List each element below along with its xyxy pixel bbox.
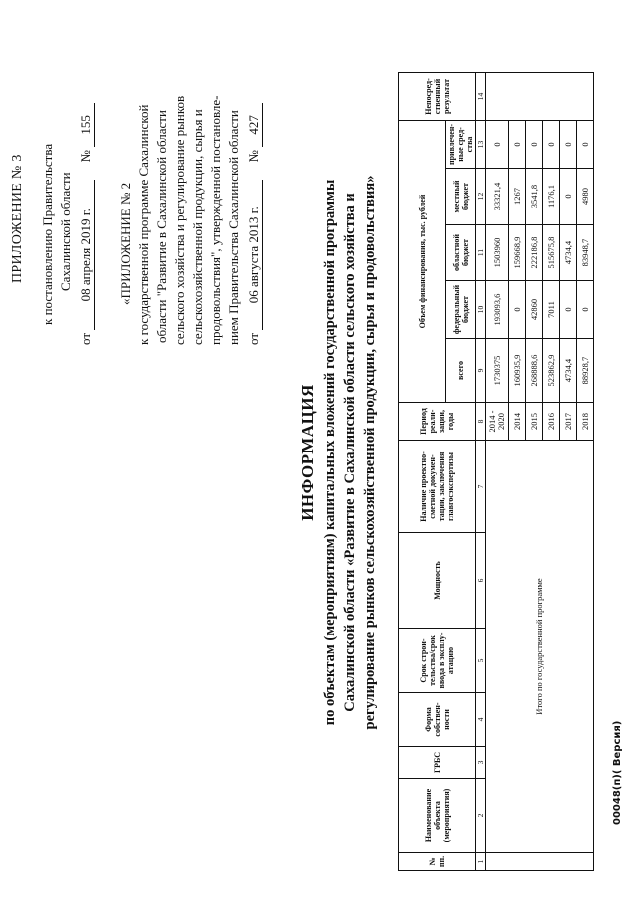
column-number-row: [476, 73, 486, 871]
program-number: 427: [246, 103, 263, 147]
local-cell: 0: [560, 169, 577, 225]
title-line-1: по объектам (мероприятиям) капитальных вложений государственной программы: [322, 179, 338, 726]
period-cell: 2014: [509, 403, 526, 441]
federal-cell: 0: [560, 281, 577, 339]
local-cell: 3541,8: [526, 169, 543, 225]
attracted-cell: 0: [526, 121, 543, 169]
title-line-3: регулирование рынков сельскохозяйственной продукции, сырья и продовольствия»: [362, 175, 378, 730]
column-number: 10: [476, 281, 486, 339]
attracted-cell: 0: [560, 121, 577, 169]
number-label: №: [246, 150, 261, 163]
total-cell: 4734,4: [560, 339, 577, 403]
appendix-3-title: ПРИЛОЖЕНИЕ № 3: [10, 154, 25, 283]
resolution-date: 08 апреля 2019 г.: [78, 180, 95, 330]
result-cell: [486, 73, 594, 121]
col-header-regional: областной бюджет: [446, 225, 476, 281]
column-number: 13: [476, 121, 486, 169]
col-header-period: Период реали-зации, годы: [399, 403, 476, 441]
period-cell: 2016: [543, 403, 560, 441]
col-header-number: № пп.: [399, 853, 476, 871]
total-cell: 523862,9: [543, 339, 560, 403]
column-number: 6: [476, 533, 486, 629]
program-line-1: к государственной программе Сахалинской: [136, 104, 151, 345]
program-line-3: сельского хозяйства и регулирование рынков: [172, 95, 187, 345]
from-label: от: [246, 332, 261, 345]
column-number: 5: [476, 629, 486, 693]
document-title: ИНФОРМАЦИЯ: [298, 384, 317, 521]
period-cell: 2014 - 2020: [486, 403, 509, 441]
table-row: [486, 73, 509, 871]
document-code: 00048(п)( Версия): [612, 720, 623, 825]
federal-cell: 7011: [543, 281, 560, 339]
from-label: от: [78, 332, 93, 345]
regional-cell: 222186,8: [526, 225, 543, 281]
col-header-federal: федеральный бюджет: [446, 281, 476, 339]
local-cell: 4980: [577, 169, 594, 225]
federal-cell: 0: [577, 281, 594, 339]
col-header-total: всего: [446, 339, 476, 403]
total-cell: 1730375: [486, 339, 509, 403]
local-cell: 1267: [509, 169, 526, 225]
appendix-3-to-resolution: к постановлению Правительства: [40, 143, 55, 325]
col-header-local: местный бюджет: [446, 169, 476, 225]
col-header-capacity: Мощность: [399, 533, 476, 629]
total-cell: 268888,6: [526, 339, 543, 403]
regional-cell: 515675,8: [543, 225, 560, 281]
title-line-2: Сахалинской области «Развитие в Сахалинской области сельского хозяйства и: [342, 193, 358, 712]
col-header-documentation: Наличие проектно-сметной докумен-тации, заключения главгосэкспертизы: [399, 441, 476, 533]
federal-cell: 193093,6: [486, 281, 509, 339]
col-header-ownership: Форма собствен-ности: [399, 693, 476, 747]
column-number: 2: [476, 779, 486, 853]
col-header-funding: Объем финансирования, тыс. рублей: [399, 121, 446, 403]
program-line-6: нием Правительства Сахалинской области: [226, 110, 241, 345]
period-cell: 2017: [560, 403, 577, 441]
col-header-result: Непосред-ственный результат: [399, 73, 476, 121]
attracted-cell: 0: [543, 121, 560, 169]
appendix-3-date-line: [78, 103, 95, 345]
program-line-2: области "Развитие в Сахалинской области: [154, 110, 169, 343]
period-cell: 2015: [526, 403, 543, 441]
attracted-cell: 0: [577, 121, 594, 169]
column-number: 4: [476, 693, 486, 747]
regional-cell: 1503960: [486, 225, 509, 281]
program-date-line: [246, 103, 263, 345]
col-header-name: Наименование объекта (мероприятия): [399, 779, 476, 853]
column-number: 14: [476, 73, 486, 121]
regional-cell: 4734,4: [560, 225, 577, 281]
table-header-row: [399, 73, 446, 871]
period-cell: 2018: [577, 403, 594, 441]
federal-cell: 42860: [526, 281, 543, 339]
col-header-grbs: ГРБС: [399, 747, 476, 779]
program-line-5: продовольствия", утвержденной постановле-: [208, 95, 223, 345]
local-cell: 33321,4: [486, 169, 509, 225]
column-number: 9: [476, 339, 486, 403]
local-cell: 1176,1: [543, 169, 560, 225]
appendix-2-title: «ПРИЛОЖЕНИЕ № 2: [118, 182, 133, 305]
appendix-3-region: Сахалинской области: [58, 172, 73, 291]
column-number: 12: [476, 169, 486, 225]
total-cell: 160935,9: [509, 339, 526, 403]
program-line-4: сельскохозяйственной продукции, сырья и: [190, 109, 205, 345]
empty-cell: [486, 853, 594, 871]
number-label: №: [78, 150, 93, 163]
attracted-cell: 0: [509, 121, 526, 169]
column-number: 3: [476, 747, 486, 779]
column-number: 7: [476, 441, 486, 533]
total-cell: 88928,7: [577, 339, 594, 403]
resolution-number: 155: [78, 103, 95, 147]
col-header-attracted: привлечен-ные сред-ства: [446, 121, 476, 169]
capital-investments-table: [398, 72, 594, 871]
program-date: 06 августа 2013 г.: [246, 180, 263, 330]
column-number: 1: [476, 853, 486, 871]
column-number: 11: [476, 225, 486, 281]
federal-cell: 0: [509, 281, 526, 339]
col-header-term: Срок строи-тельства/срок ввода в эксплу-атацию: [399, 629, 476, 693]
regional-cell: 83948,7: [577, 225, 594, 281]
regional-cell: 159668,9: [509, 225, 526, 281]
attracted-cell: 0: [486, 121, 509, 169]
column-number: 8: [476, 403, 486, 441]
total-label: Итого по государственной программе: [486, 441, 594, 853]
